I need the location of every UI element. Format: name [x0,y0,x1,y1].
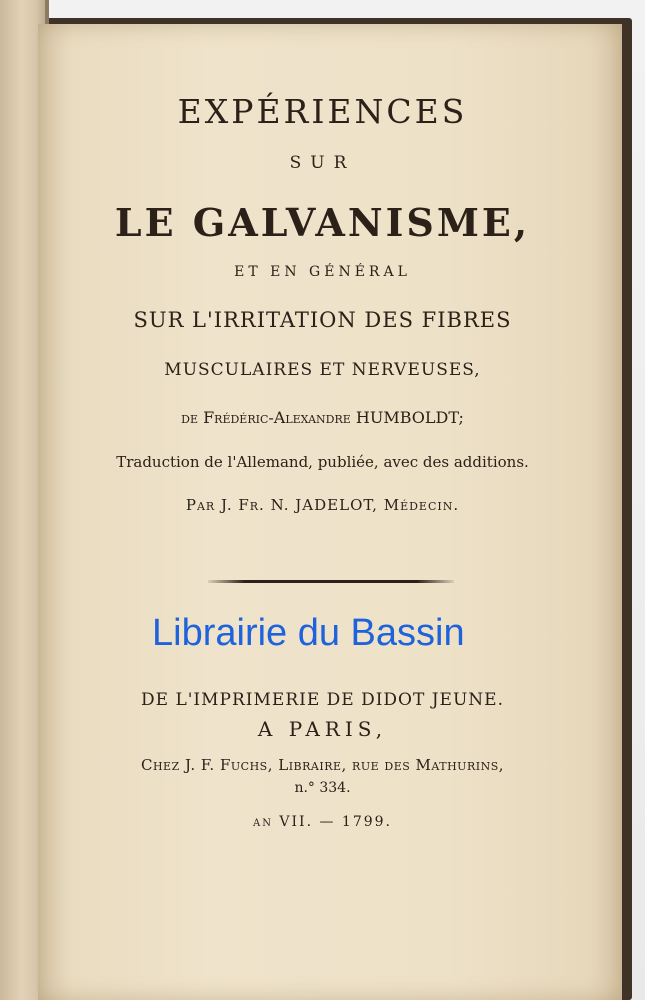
title-line-1: EXPÉRIENCES [177,92,468,131]
date-line: an VII. — 1799. [252,814,393,830]
title-line-3: LE GALVANISME, [114,200,531,245]
author-line: de Frédéric-Alexandre HUMBOLDT; [181,408,464,427]
title-line-2: SUR [289,153,356,173]
bookseller-watermark: Librairie du Bassin [152,612,465,654]
subtitle-line-1: ET EN GÉNÉRAL [234,264,411,280]
subtitle-line-2: SUR L'IRRITATION DES FIBRES [133,308,512,332]
translation-line: Traduction de l'Allemand, publiée, avec des additions. [116,453,529,471]
subtitle-line-3: MUSCULAIRES ET NERVEUSES, [164,360,481,380]
address-number: n.° 334. [294,780,351,796]
city-line: A PARIS, [257,717,388,741]
printer-line: DE L'IMPRIMERIE DE DIDOT JEUNE. [141,690,504,710]
bookseller-line: Chez J. F. Fuchs, Libraire, rue des Mathurins, [140,756,505,774]
decorative-rule [208,580,454,583]
translator-line: Par J. Fr. N. JADELOT, Médecin. [185,496,460,514]
